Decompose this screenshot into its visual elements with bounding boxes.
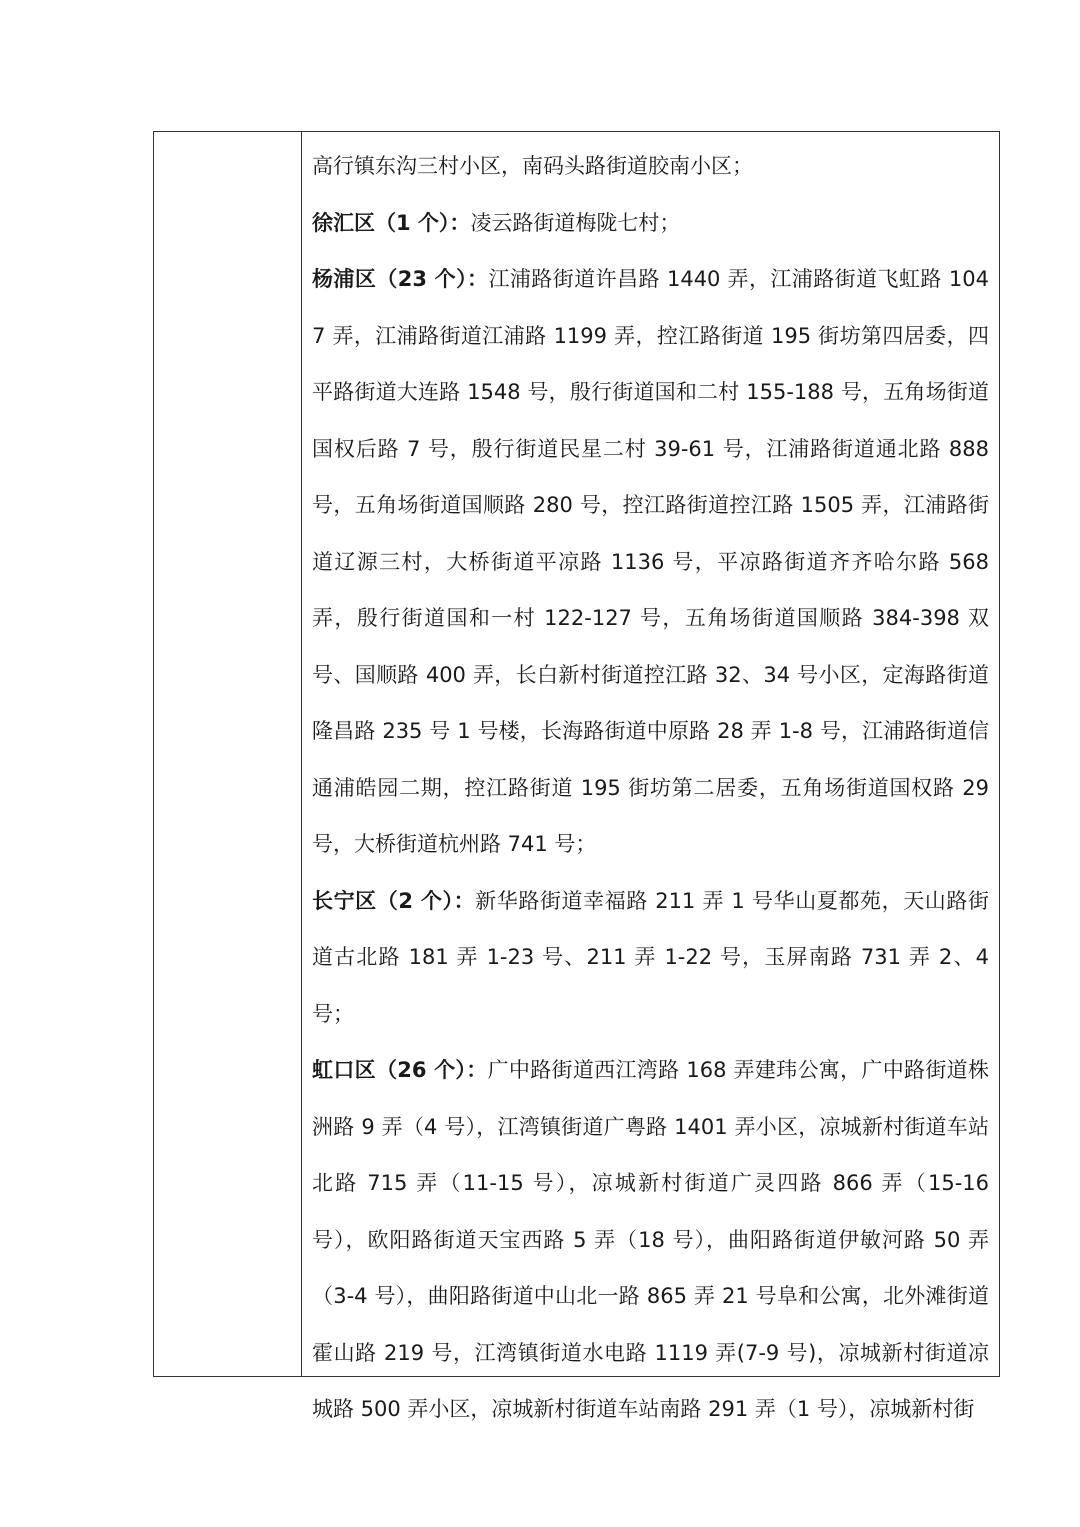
paragraph-yangpu: [312, 251, 989, 873]
paragraph-text: 江浦路街道许昌路 1440 弄，江浦路街道飞虹路 1047 弄，江浦路街道江浦路 1199 弄，控江路街道 195 街坊第四居委，四平路街道大连路 1548 号，殷行街道国和二村 155-188 号，五角场街道国权后路 7 号，殷行街道民星二村 39-61 号，江浦路街道通北路 888 号，五角场街道国顺路 280 号，控江路街道控江路 1505 弄，江浦路街道辽源三村，大桥街道平凉路 1136 号，平凉路街道齐齐哈尔路 568 弄，殷行街道国和一村 122-127 号，五角场街道国顺路 384-398 双号、国顺路 400 弄，长白新村街道控江路 32、34 号小区，定海路街道隆昌路 235 号 1 号楼，长海路街道中原路 28 弄 1-8 号，江浦路街道信通浦皓园二期，控江路街道 195 街坊第二居委，五角场街道国权路 29 号，大桥街道杭州路 741 号；: [312, 267, 989, 856]
paragraph-label: 长宁区（2 个）：: [312, 888, 476, 913]
table-left-column: [154, 132, 302, 1376]
table-right-column: [302, 132, 999, 1421]
paragraph-text: 广中路街道西江湾路 168 弄建玮公寓，广中路街道株洲路 9 弄（4 号），江湾镇街道广粤路 1401 弄小区，凉城新村街道车站北路 715 弄（11-15 号），凉城新村街道广灵四路 866 弄（15-16 号），欧阳路街道天宝西路 5 弄（18 号），曲阳路街道伊敏河路 50 弄（3-4 号），曲阳路街道中山北一路 865 弄 21 号阜和公寓，北外滩街道霍山路 219 号，江湾镇街道水电路 1119 弄(7-9 号)，凉城新村街道凉城路 500 弄小区，凉城新村街道车站南路 291 弄（1 号），凉城新村街: [312, 1058, 989, 1421]
paragraph-label: 杨浦区（23 个）：: [312, 267, 489, 291]
paragraph-text: 凌云路街道梅陇七村；: [470, 210, 681, 235]
paragraph-continuation: [312, 138, 989, 195]
paragraph-hongkou: [312, 1042, 989, 1438]
paragraph-label: 徐汇区（1 个）：: [312, 210, 471, 235]
paragraph-text: 新华路街道幸福路 211 弄 1 号华山夏都苑，天山路街道古北路 181 弄 1-23 号、211 弄 1-22 号，玉屏南路 731 弄 2、4 号；: [312, 888, 989, 1026]
paragraph-label: 虹口区（26 个）：: [312, 1058, 488, 1082]
district-list: [312, 138, 989, 1438]
paragraph-text: 高行镇东沟三村小区，南码头路街道胶南小区；: [312, 154, 753, 178]
document-table: [153, 131, 1000, 1421]
paragraph-xuhui: [312, 195, 989, 252]
paragraph-changning: [312, 873, 989, 1043]
